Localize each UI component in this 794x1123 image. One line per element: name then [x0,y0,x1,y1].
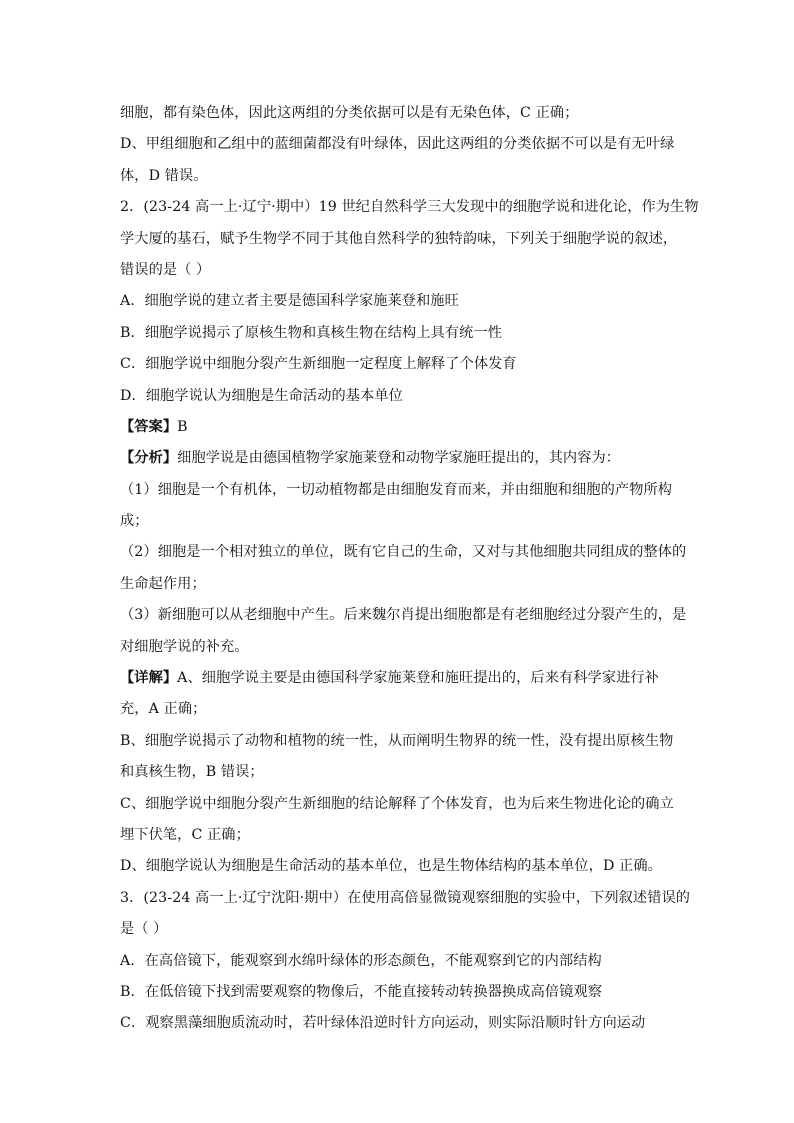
explanation-line-7: D、细胞学说认为细胞是生命活动的基本单位，也是生物体结构的基本单位，D 正确。 [120,858,662,875]
text-line-3: 体，D 错误。 [120,167,208,184]
text-line-1: 细胞，都有染色体，因此这两组的分类依据可以是有无染色体，C 正确； [120,105,579,121]
analysis-line-6: （3）新细胞可以从老细胞中产生。后来魏尔肖提出细胞都是有老细胞经过分裂产生的，是 [120,607,687,624]
answer-line [120,412,680,443]
explanation-line-3: B、细胞学说揭示了动物和植物的统一性，从而阐明生物界的统一性，没有提出原核生物 [120,732,674,749]
explanation-line-6: 埋下伏笔，C 正确； [120,826,250,843]
question-3-option-a: A．在高倍镜下，能观察到水绵叶绿体的形态颜色，不能观察到它的内部结构 [120,952,602,969]
page-content [120,98,699,1040]
question-3-option-b: B．在低倍镜下找到需要观察的物像后，不能直接转动转换器换成高倍镜观察 [120,983,603,1000]
question-2-stem-line-1: 2．(23-24 高一上·辽宁·期中）19 世纪自然科学三大发现中的细胞学说和进化论，作为生物 [120,199,699,216]
explanation-line-1: 【详解】A、细胞学说主要是由德国科学家施莱登和施旺提出的，后来有科学家进行补 [120,670,659,687]
answer-tag: 【答案】 [120,418,178,435]
explanation-line-5: C、细胞学说中细胞分裂产生新细胞的结论解释了个体发育，也为后来生物进化论的确立 [120,795,674,812]
question-2-stem-line-2: 学大厦的基石，赋予生物学不同于其他自然科学的独特韵味，下列关于细胞学说的叙述， [120,230,678,247]
question-3-stem-line-1: 3．(23-24 高一上·辽宁沈阳·期中）在使用高倍显微镜观察细胞的实验中，下列叙述错误的 [120,889,691,906]
analysis-line-1: 【分析】细胞学说是由德国植物学家施莱登和动物学家施旺提出的，其内容为： [120,450,621,467]
analysis-line-4: （2）细胞是一个相对独立的单位，既有它自己的生命，又对与其他细胞共同组成的整体的 [120,544,687,561]
text-line-2: D、甲组细胞和乙组中的蓝细菌都没有叶绿体，因此这两组的分类依据不可以是有无叶绿 [120,136,675,153]
question-2-option-a: A．细胞学说的建立者主要是德国科学家施莱登和施旺 [120,293,459,310]
analysis-line-5: 生命起作用； [120,575,206,592]
question-2-option-c: C．细胞学说中细胞分裂产生新细胞一定程度上解释了个体发育 [120,356,517,373]
explanation-line-2: 充，A 正确； [120,701,207,718]
question-2-option-b: B．细胞学说揭示了原核生物和真核生物在结构上具有统一性 [120,324,503,341]
question-3-option-c: C．观察黑藻细胞质流动时，若叶绿体沿逆时针方向运动，则实际沿顺时针方向运动 [120,1015,646,1032]
question-3-stem-line-2: 是（ ） [120,921,168,938]
question-2-option-d: D．细胞学说认为细胞是生命活动的基本单位 [120,387,403,404]
answer-value: B [177,418,188,435]
analysis-tag: 【分析】 [120,450,178,467]
analysis-line-2: （1）细胞是一个有机体，一切动植物都是由细胞发育而来，并由细胞和细胞的产物所构 [120,481,673,498]
analysis-line-3: 成； [120,513,149,530]
analysis-line-7: 对细胞学说的补充。 [120,638,249,655]
explanation-tag: 【详解】 [120,670,178,687]
explanation-line-4: 和真核生物，B 错误； [120,764,264,781]
question-2-stem-line-3: 错误的是（ ） [120,261,211,278]
